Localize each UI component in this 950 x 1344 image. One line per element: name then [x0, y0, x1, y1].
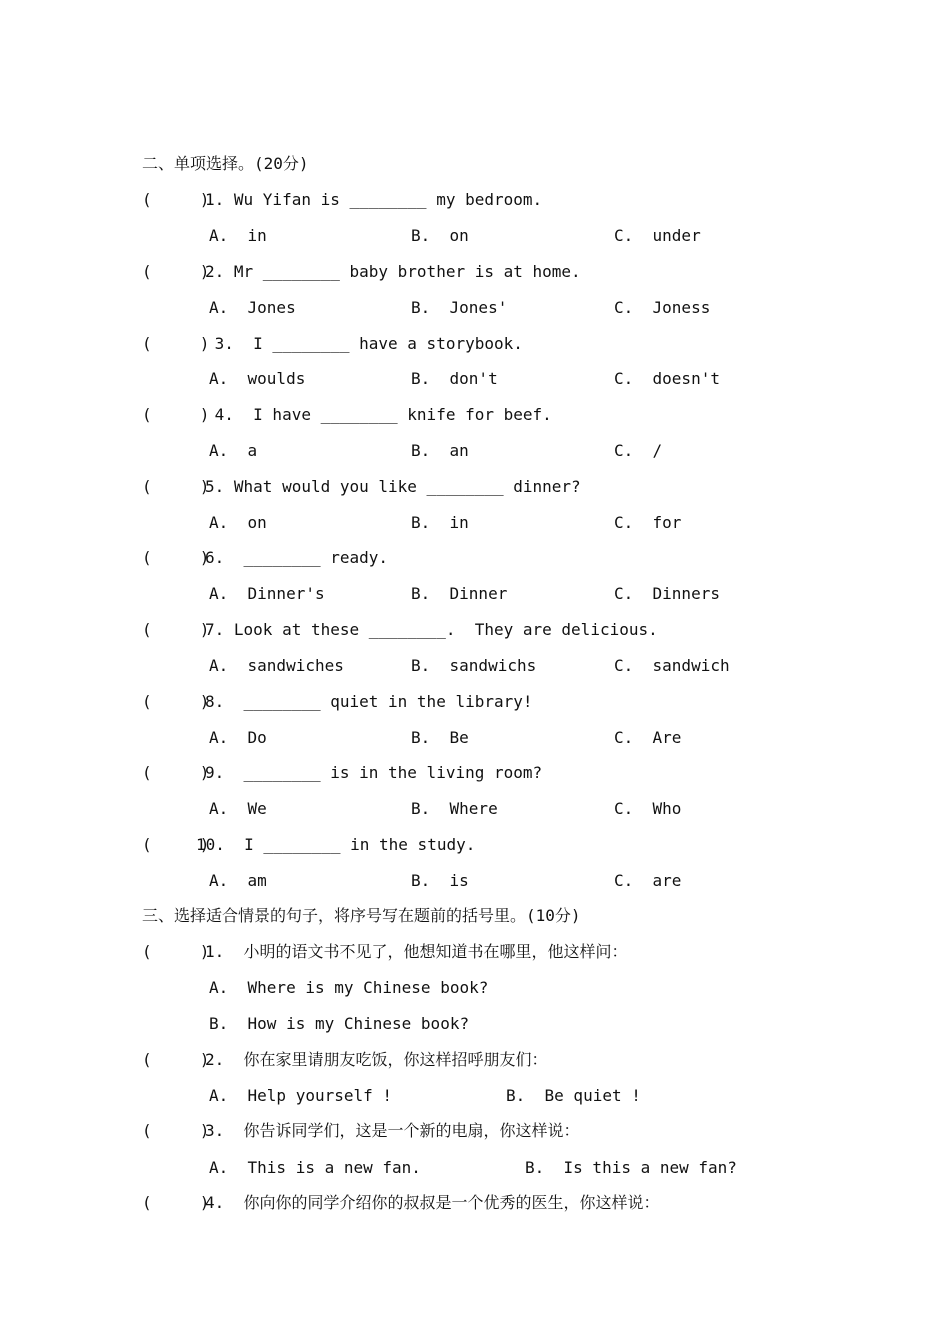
- answer-paren[interactable]: ( ): [142, 190, 210, 209]
- question-text: 6. ________ ready.: [205, 548, 389, 567]
- option-c: C. Dinners: [614, 584, 720, 603]
- answer-paren[interactable]: ( ): [142, 548, 210, 567]
- question-text: 3. I ________ have a storybook.: [205, 334, 523, 353]
- option-a: A. in: [209, 226, 267, 245]
- option-b: B. is: [411, 871, 469, 890]
- question-text: 10. I ________ in the study.: [196, 835, 476, 854]
- answer-paren[interactable]: ( ): [142, 835, 210, 854]
- answer-paren[interactable]: ( ): [142, 477, 210, 496]
- option-c: C. Are: [614, 728, 682, 747]
- option-b: B. Be quiet !: [506, 1086, 641, 1105]
- question-text: 5. What would you like ________ dinner?: [205, 477, 581, 496]
- option-b: B. Be: [411, 728, 469, 747]
- option-a: A. Jones: [209, 298, 296, 317]
- question-text: 2. Mr ________ baby brother is at home.: [205, 262, 581, 281]
- question-text: 3. 你告诉同学们，这是一个新的电扇，你这样说：: [205, 1121, 580, 1140]
- option-c: C. /: [614, 441, 663, 460]
- option-b: B. How is my Chinese book?: [209, 1014, 470, 1033]
- option-b: B. Where: [411, 799, 498, 818]
- option-a: A. woulds: [209, 369, 306, 388]
- option-b: B. Jones': [411, 298, 508, 317]
- option-b: B. Dinner: [411, 584, 508, 603]
- option-c: C. under: [614, 226, 701, 245]
- question-text: 4. 你向你的同学介绍你的叔叔是一个优秀的医生，你这样说：: [205, 1193, 660, 1212]
- option-a: A. a: [209, 441, 258, 460]
- question-text: 2. 你在家里请朋友吃饭，你这样招呼朋友们：: [205, 1050, 548, 1069]
- option-b: B. sandwichs: [411, 656, 537, 675]
- option-b: B. don't: [411, 369, 498, 388]
- option-c: C. sandwich: [614, 656, 730, 675]
- section-3-title: 三、选择适合情景的句子，将序号写在题前的括号里。(10分): [142, 906, 581, 925]
- question-text: 7. Look at these ________. They are delicious.: [205, 620, 658, 639]
- option-a: A. sandwiches: [209, 656, 344, 675]
- answer-paren[interactable]: ( ): [142, 942, 210, 961]
- answer-paren[interactable]: ( ): [142, 1121, 210, 1140]
- answer-paren[interactable]: ( ): [142, 405, 210, 424]
- option-c: C. are: [614, 871, 682, 890]
- option-a: A. Dinner's: [209, 584, 325, 603]
- question-text: 1. 小明的语文书不见了，他想知道书在哪里，他这样问：: [205, 942, 628, 961]
- option-a: A. am: [209, 871, 267, 890]
- answer-paren[interactable]: ( ): [142, 334, 210, 353]
- option-b: B. on: [411, 226, 469, 245]
- question-text: 1. Wu Yifan is ________ my bedroom.: [205, 190, 543, 209]
- option-c: C. for: [614, 513, 682, 532]
- option-b: B. in: [411, 513, 469, 532]
- answer-paren[interactable]: ( ): [142, 262, 210, 281]
- answer-paren[interactable]: ( ): [142, 1193, 210, 1212]
- option-a: A. Help yourself !: [209, 1086, 393, 1105]
- option-a: A. Where is my Chinese book?: [209, 978, 489, 997]
- question-text: 8. ________ quiet in the library!: [205, 692, 533, 711]
- option-a: A. Do: [209, 728, 267, 747]
- answer-paren[interactable]: ( ): [142, 620, 210, 639]
- question-text: 4. I have ________ knife for beef.: [205, 405, 552, 424]
- option-b: B. an: [411, 441, 469, 460]
- answer-paren[interactable]: ( ): [142, 692, 210, 711]
- question-text: 9. ________ is in the living room?: [205, 763, 543, 782]
- option-c: C. Who: [614, 799, 682, 818]
- option-b: B. Is this a new fan?: [525, 1158, 737, 1177]
- option-a: A. We: [209, 799, 267, 818]
- section-2-title: 二、单项选择。(20分): [142, 154, 309, 173]
- option-c: C. doesn't: [614, 369, 720, 388]
- answer-paren[interactable]: ( ): [142, 763, 210, 782]
- option-a: A. This is a new fan.: [209, 1158, 421, 1177]
- option-c: C. Joness: [614, 298, 711, 317]
- answer-paren[interactable]: ( ): [142, 1050, 210, 1069]
- option-a: A. on: [209, 513, 267, 532]
